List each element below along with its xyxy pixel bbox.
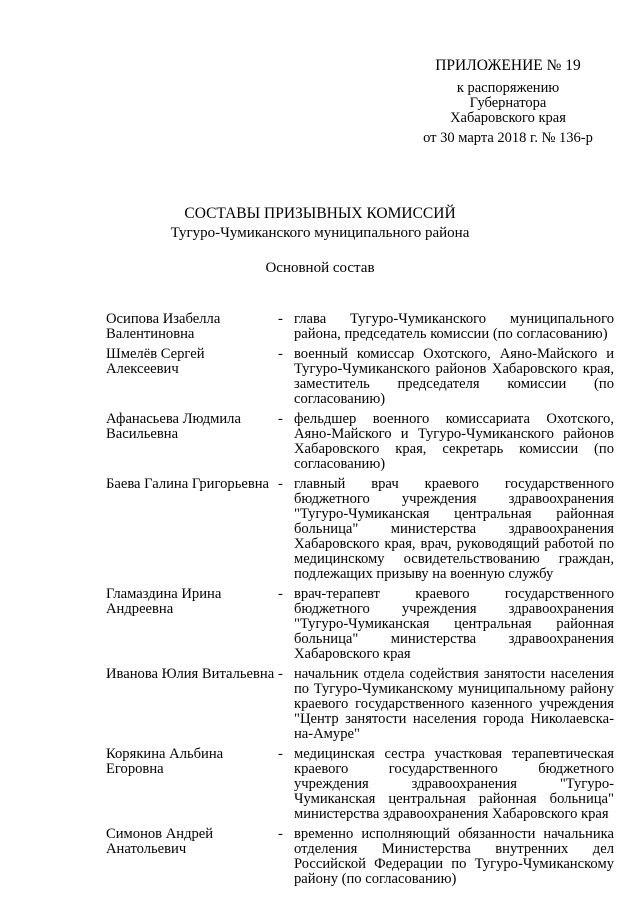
member-role: врач-терапевт краевого государственного бюджетного учреждения здравоохранения "Тугуро-Чумиканская центральная районная больница" министерства здравоохранения Хабаровского края [294,586,614,662]
member-row [106,477,614,582]
member-dash: - [278,666,283,682]
member-dash: - [278,826,283,842]
member-name: Шмелёв Сергей Алексеевич [106,346,205,377]
member-row [106,312,614,342]
member-row [106,587,614,662]
document-subtitle: Тугуро-Чумиканского муниципального района [170,225,470,241]
member-row [106,347,614,407]
member-row [106,827,614,887]
members-list [106,312,614,892]
member-name: Баева Галина Григорьевна [106,476,270,492]
appendix-block [396,58,620,146]
member-name: Симонов Андрей Анатольевич [106,826,214,857]
member-dash: - [278,746,283,762]
member-role: медицинская сестра участковая терапевтическая краевого государственного бюджетного учреждения здравоохранения "Тугуро-Чумиканская центральная районная больница" министерства здравоохранения Хабаровского края [294,746,614,822]
member-dash: - [278,586,283,602]
appendix-line-1: к распоряжению [456,80,560,96]
member-row [106,412,614,472]
section-title: Основной состав [265,260,375,276]
member-dash: - [278,411,283,427]
member-role: глава Тугуро-Чумиканского муниципального района, председатель комиссии (по согласованию) [294,311,614,342]
member-name: Осипова Изабелла Валентиновна [106,311,221,342]
member-name: Корякина Альбина Егоровна [106,746,224,777]
member-name: Иванова Юлия Витальевна [106,666,275,682]
document-title: СОСТАВЫ ПРИЗЫВНЫХ КОМИССИЙ [184,205,456,222]
appendix-line-3: Хабаровского края [450,110,566,126]
member-dash: - [278,311,283,327]
appendix-line-2: Губернатора [469,95,547,111]
member-row [106,747,614,822]
member-name: Гламаздина Ирина Андреевна [106,586,222,617]
member-role: фельдшер военного комиссариата Охотского, Аяно-Майского и Тугуро-Чумиканского районов Хабаровского края, секретарь комиссии (по согласованию) [294,411,614,472]
appendix-title: ПРИЛОЖЕНИЕ № 19 [435,57,581,74]
member-name: Афанасьева Людмила Васильевна [106,411,241,442]
member-role: военный комиссар Охотского, Аяно-Майского и Тугуро-Чумиканского районов Хабаровского края, заместитель председателя комиссии (по согласованию) [294,346,614,407]
member-row [106,667,614,742]
member-role: временно исполняющий обязанности начальника отделения Министерства внутренних дел Российской Федерации по Тугуро-Чумиканскому району (по согласованию) [294,826,614,887]
member-dash: - [278,476,283,492]
member-dash: - [278,346,283,362]
member-role: главный врач краевого государственного бюджетного учреждения здравоохранения "Тугуро-Чумиканская центральная районная больница" министерства здравоохранения Хабаровского края, врач, руководящий работой по медицинскому освидетельствованию граждан, подлежащих призыву на военную службу [294,476,614,582]
appendix-line-4: от 30 марта 2018 г. № 136-р [423,130,593,146]
member-role: начальник отдела содействия занятости населения по Тугуро-Чумиканскому муниципальному району краевого государственного казенного учреждения "Центр занятости населения города Николаевска-на-Амуре" [294,666,614,742]
